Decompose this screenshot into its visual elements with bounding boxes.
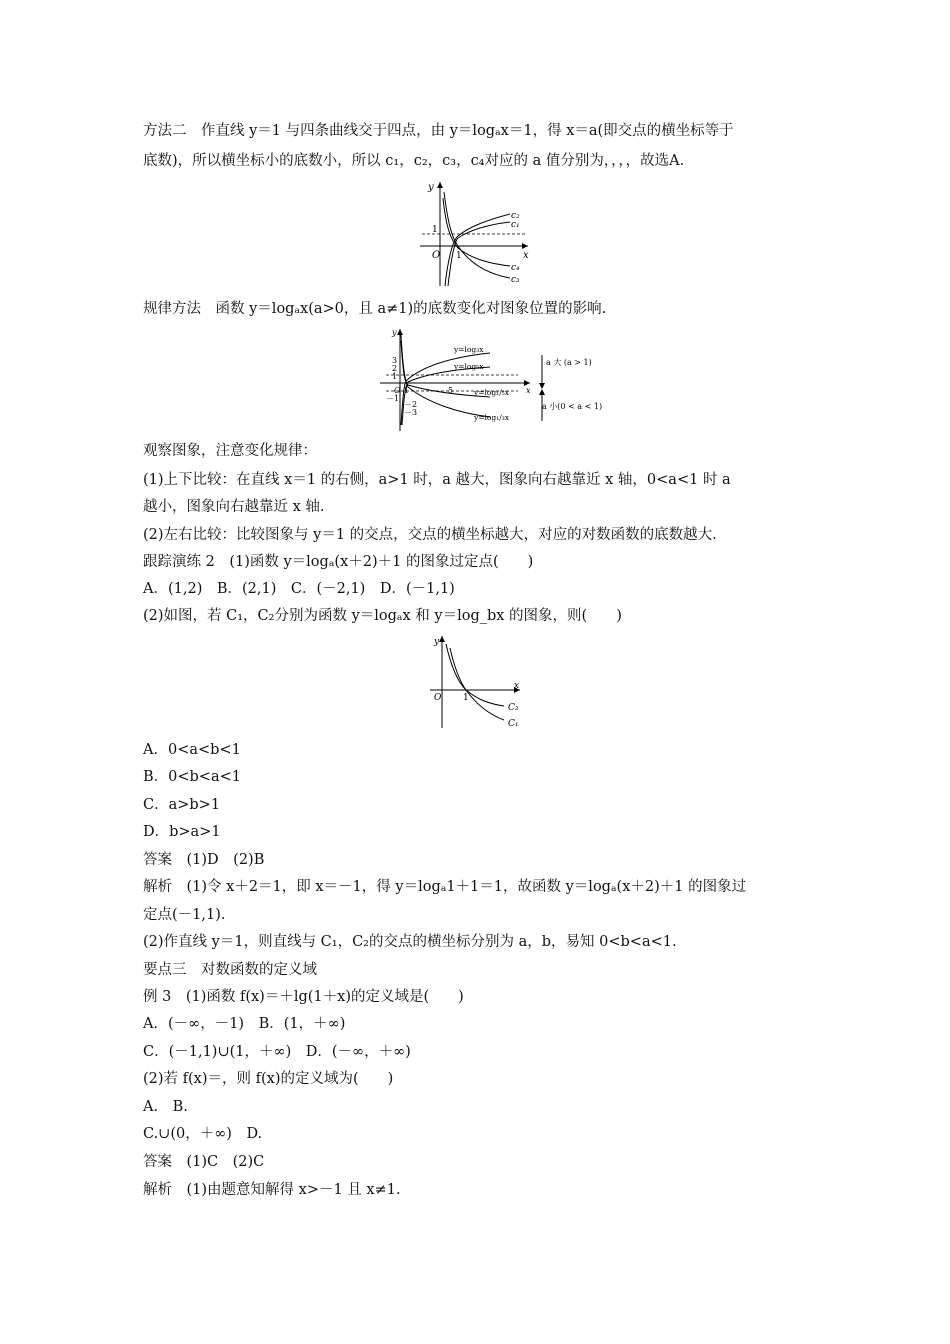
curve-label-c2: c₂	[511, 211, 520, 221]
text-line: C．(－1,1)∪(1，＋∞) D．(－∞，＋∞)	[143, 1044, 411, 1060]
curve-label-log1-3: y=log₁/₃x	[474, 413, 510, 422]
curve-label-log1-5: y=log₁/₅x	[474, 388, 510, 397]
text-line: D．b>a>1	[143, 824, 221, 840]
tick-label: 1	[392, 372, 398, 381]
curve-label-log5: y=log₅x	[454, 362, 484, 371]
y-axis-label: y	[434, 637, 440, 647]
text-line: 越小，图象向右越靠近 x 轴.	[143, 499, 325, 515]
log-base-figure-2	[378, 325, 603, 433]
text-line: 方法二 作直线 y＝1 与四条曲线交于四点，由 y＝logₐx＝1，得 x＝a(即交点的横坐标等于	[143, 123, 734, 139]
text-line: 例 3 (1)函数 f(x)＝＋lg(1＋x)的定义域是( )	[143, 989, 464, 1005]
curve-label-c1: c₁	[511, 220, 520, 230]
tick-label: 3	[392, 356, 398, 365]
curve-label-c4: c₄	[511, 263, 520, 273]
text-line: C．a>b>1	[143, 797, 221, 813]
text-line: (2)如图，若 C₁，C₂分别为函数 y＝logₐx 和 y＝log_bx 的图象，则( )	[143, 608, 622, 624]
tick-label: －1	[386, 394, 400, 403]
text-line: B．0<b<a<1	[143, 769, 241, 785]
tick-label: －3	[404, 408, 418, 417]
text-line: (2)作直线 y＝1，则直线与 C₁，C₂的交点的横坐标分别为 a，b，易知 0<b<a<1.	[143, 934, 677, 950]
text-line: 要点三 对数函数的定义域	[143, 962, 317, 978]
text-line: A．(1,2) B．(2,1) C．(－2,1) D．(－1,1)	[143, 581, 455, 597]
text-line: 答案 (1)C (2)C	[143, 1154, 265, 1170]
origin-label: O	[394, 386, 401, 395]
text-line: 定点(－1,1).	[143, 907, 226, 923]
x-axis-label: x	[514, 681, 520, 691]
text-line: (2)左右比较：比较图象与 y＝1 的交点，交点的横坐标越大，对应的对数函数的底数越大.	[143, 527, 717, 543]
curve-label-c3: c₃	[511, 275, 520, 285]
text-line: 跟踪演练 2 (1)函数 y＝logₐ(x＋2)＋1 的图象过定点( )	[143, 554, 534, 570]
tick-label: 1	[456, 251, 462, 261]
text-line: (2)若 f(x)＝，则 f(x)的定义域为( )	[143, 1071, 394, 1087]
x-axis-label: x	[526, 386, 531, 395]
curve-label-c1: C₁	[508, 719, 519, 729]
text-line: 观察图象，注意变化规律：	[143, 443, 317, 459]
y-axis-label: y	[428, 182, 434, 193]
log-curves-figure-1	[418, 178, 533, 290]
origin-label: O	[434, 693, 442, 703]
tick-label: 1	[404, 386, 410, 395]
curve-label-c2: C₂	[508, 703, 519, 713]
text-line: A．0<a<b<1	[143, 742, 241, 758]
x-axis-label: x	[523, 250, 529, 261]
text-line: A. B.	[143, 1099, 188, 1115]
text-line: 解析 (1)由题意知解得 x>－1 且 x≠1.	[143, 1182, 401, 1198]
text-line: A．(－∞，－1) B．(1，＋∞)	[143, 1016, 346, 1032]
text-line: C.∪(0，＋∞) D.	[143, 1126, 263, 1142]
text-line: (1)上下比较：在直线 x＝1 的右侧，a>1 时，a 越大，图象向右越靠近 x 轴，0<a<1 时 a	[143, 472, 731, 488]
log-c1-c2-figure-3	[428, 632, 528, 732]
tick-label: 1	[432, 225, 438, 235]
tick-label: －2	[404, 400, 418, 409]
text-line: 规律方法 函数 y＝logₐx(a>0，且 a≠1)的底数变化对图象位置的影响.	[143, 301, 607, 317]
curve-label-log3: y=log₃x	[454, 345, 484, 354]
base-small-note: a 小(0 < a < 1)	[542, 402, 603, 411]
text-line: 答案 (1)D (2)B	[143, 852, 265, 868]
tick-label: 5	[448, 386, 454, 395]
base-large-note: a 大 (a > 1)	[546, 358, 592, 367]
origin-label: O	[432, 250, 441, 261]
tick-label: 2	[392, 364, 398, 373]
text-line: 解析 (1)令 x＋2＝1，即 x＝－1，得 y＝logₐ1＋1＝1，故函数 y＝logₐ(x＋2)＋1 的图象过	[143, 879, 747, 895]
tick-label: 1	[463, 693, 469, 703]
y-axis-label: y	[392, 328, 397, 337]
text-line: 底数)，所以横坐标小的底数小，所以 c₁，c₂，c₃，c₄对应的 a 值分别为，，，，故选A.	[143, 153, 685, 169]
